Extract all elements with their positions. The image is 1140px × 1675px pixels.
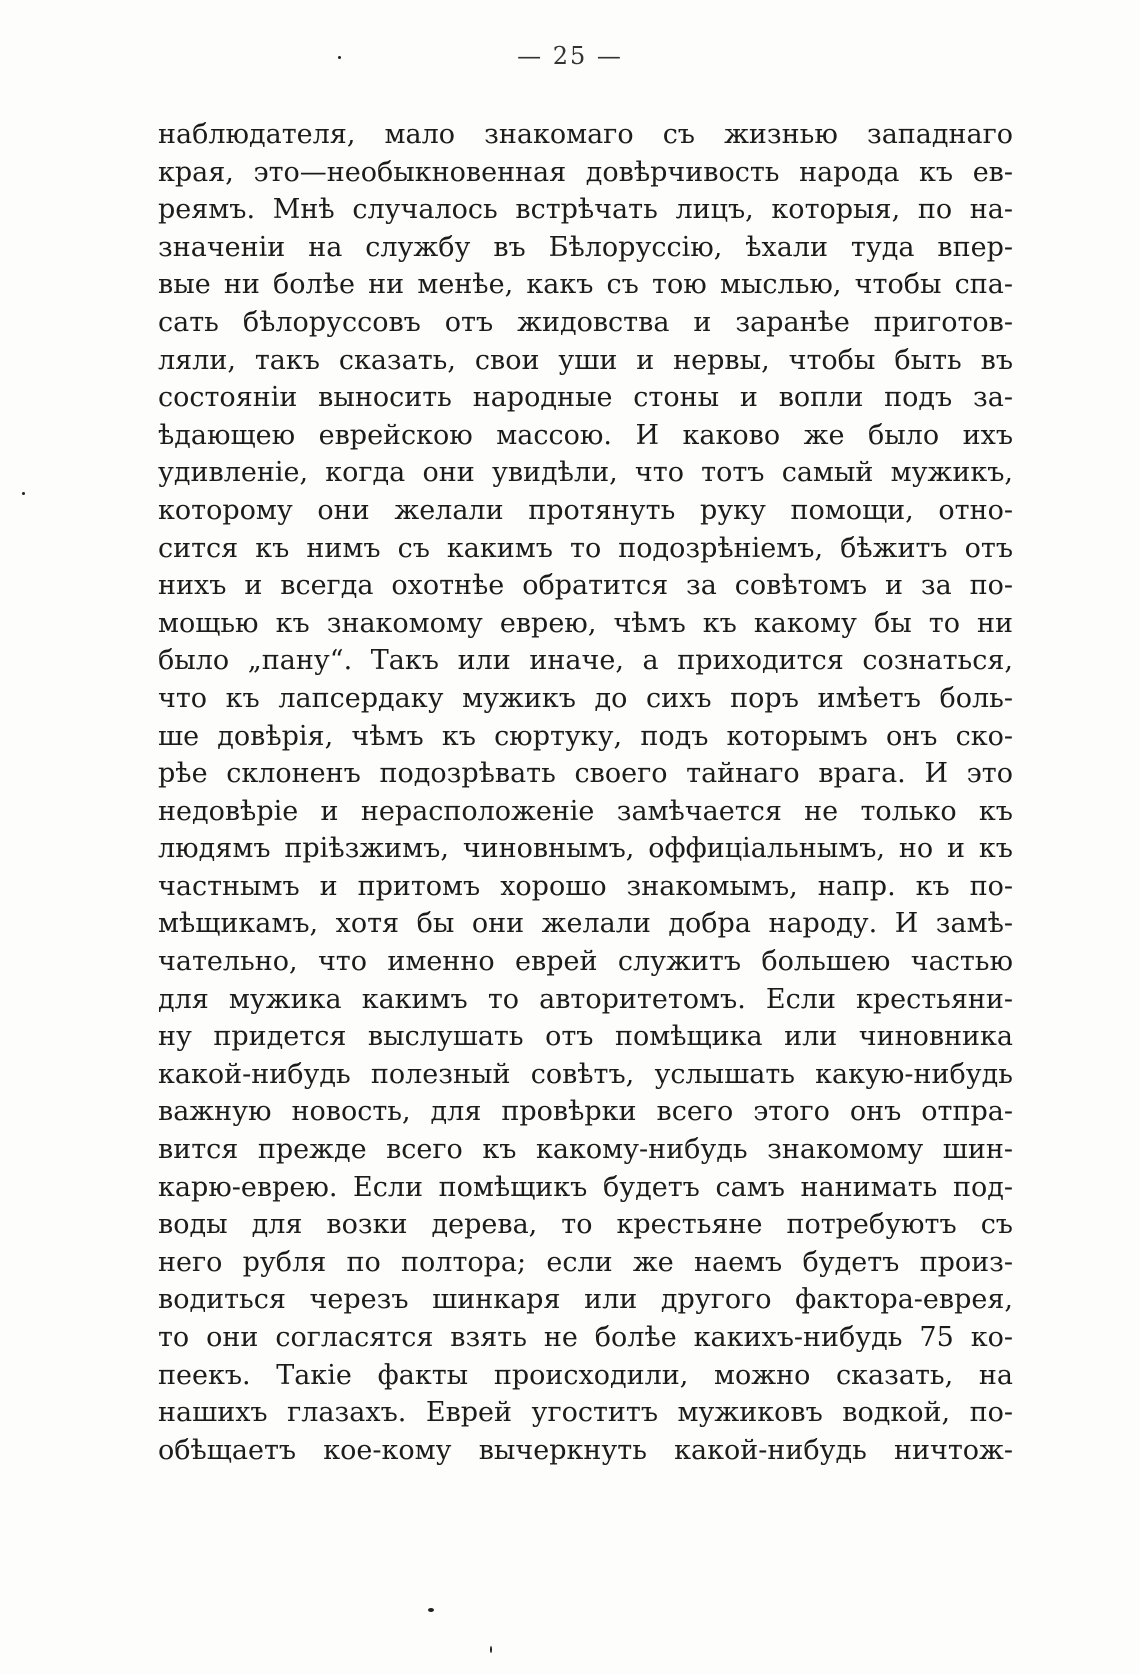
- text-line: пеекъ. Такіе факты происходили, можно сказать, на: [158, 1359, 1013, 1391]
- text-line: нашихъ глазахъ. Еврей угоститъ мужиковъ водкой, по-: [158, 1397, 1013, 1429]
- text-line: значеніи на службу въ Бѣлоруссію, ѣхали туда впер-: [158, 231, 1013, 263]
- text-line: состояніи выносить народные стоны и вопли подъ за-: [158, 382, 1013, 414]
- scan-speck: [428, 1608, 434, 1612]
- text-line: края, это—необыкновенная довѣрчивость народа къ ев-: [158, 156, 1013, 188]
- text-line: которому они желали протянуть руку помощи, отно-: [158, 494, 1013, 526]
- text-line: для мужика какимъ то авторитетомъ. Если крестьяни-: [158, 983, 1013, 1015]
- text-line: чательно, что именно еврей служитъ большею частью: [158, 946, 1013, 978]
- text-line: ѣдающею еврейскою массою. И каково же было ихъ: [158, 419, 1013, 451]
- text-line: важную новость, для провѣрки всего этого онъ отпра-: [158, 1096, 1013, 1128]
- scan-speck: [338, 56, 341, 59]
- text-line: людямъ пріѣзжимъ, чиновнымъ, оффиціальнымъ, но и къ: [158, 833, 1013, 865]
- text-line: сится къ нимъ съ какимъ то подозрѣніемъ, бѣжитъ отъ: [158, 532, 1013, 564]
- text-line: удивленіе, когда они увидѣли, что тотъ самый мужикъ,: [158, 457, 1013, 489]
- text-line: что къ лапсердаку мужикъ до сихъ поръ имѣетъ боль-: [158, 682, 1013, 714]
- text-line: мѣщикамъ, хотя бы они желали добра народу. И замѣ-: [158, 908, 1013, 940]
- text-line: вые ни болѣе ни менѣе, какъ съ тою мыслью, чтобы спа-: [158, 269, 1013, 301]
- text-line: воды для возки дерева, то крестьяне потребуютъ съ: [158, 1209, 1013, 1241]
- text-line: водиться черезъ шинкаря или другого фактора-еврея,: [158, 1284, 1013, 1316]
- text-line: рѣе склоненъ подозрѣвать своего тайнаго врага. И это: [158, 758, 1013, 790]
- text-line: то они согласятся взять не болѣе какихъ-нибудь 75 ко-: [158, 1322, 1013, 1353]
- text-line: мощью къ знакомому еврею, чѣмъ къ какому бы то ни: [158, 607, 1013, 639]
- text-line: карю-еврею. Если помѣщикъ будетъ самъ нанимать под-: [158, 1171, 1013, 1203]
- text-line: нихъ и всегда охотнѣе обратится за совѣтомъ и за по-: [158, 570, 1013, 602]
- page-number: — 25 —: [517, 42, 623, 70]
- text-line: было „пану“. Такъ или иначе, а приходится сознаться,: [158, 645, 1013, 677]
- text-line: ляли, такъ сказать, свои уши и нервы, чтобы быть въ: [158, 344, 1013, 376]
- body-text: [158, 116, 1013, 1469]
- text-line: обѣщаетъ кое-кому вычеркнуть какой-нибудь ничтож-: [158, 1434, 1013, 1466]
- text-line: вится прежде всего къ какому-нибудь знакомому шин-: [158, 1134, 1013, 1166]
- text-line: ну придется выслушать отъ помѣщика или чиновника: [158, 1021, 1013, 1053]
- text-line: сать бѣлоруссовъ отъ жидовства и заранѣе приготов-: [158, 306, 1013, 338]
- text-line: какой-нибудь полезный совѣтъ, услышать какую-нибудь: [158, 1058, 1013, 1090]
- text-line: ше довѣрія, чѣмъ къ сюртуку, подъ которымъ онъ ско-: [158, 720, 1013, 752]
- text-line: наблюдателя, мало знакомаго съ жизнью западнаго: [158, 119, 1013, 150]
- scan-speck: [22, 492, 25, 495]
- scan-speck: [490, 1646, 492, 1653]
- text-line: частнымъ и притомъ хорошо знакомымъ, напр. къ по-: [158, 870, 1013, 902]
- text-line: реямъ. Мнѣ случалось встрѣчать лицъ, которыя, по на-: [158, 194, 1013, 226]
- text-line: него рубля по полтора; если же наемъ будетъ произ-: [158, 1246, 1013, 1278]
- text-line: недовѣріе и нерасположеніе замѣчается не только къ: [158, 795, 1013, 827]
